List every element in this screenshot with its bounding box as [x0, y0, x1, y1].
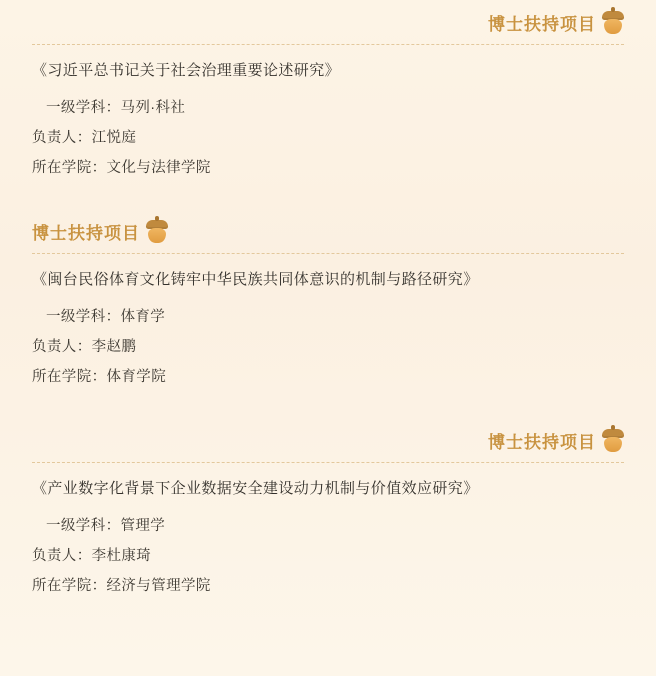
project-entry-3: [32, 418, 624, 601]
project-badge: [488, 10, 624, 35]
project-college: [32, 362, 624, 392]
divider: [32, 462, 624, 463]
project-discipline: [32, 302, 624, 332]
project-badge: [32, 219, 168, 244]
badge-row: [32, 0, 624, 44]
college-value: 文化与法律学院: [106, 160, 211, 176]
project-title: 《产业数字化背景下企业数据安全建设动力机制与价值效应研究》: [32, 480, 479, 497]
acorn-icon: [602, 428, 624, 452]
project-college: [32, 153, 624, 183]
acorn-icon: [602, 10, 624, 34]
discipline-label: 一级学科：: [46, 518, 121, 534]
leader-value: 李赵鹏: [91, 339, 137, 355]
college-label: 所在学院：: [32, 160, 107, 176]
divider: [32, 253, 624, 254]
spacer: [32, 392, 624, 418]
leader-value: 李杜康琦: [91, 548, 152, 564]
discipline-label: 一级学科：: [46, 309, 121, 325]
badge-row: [32, 418, 624, 462]
college-value: 经济与管理学院: [106, 578, 211, 594]
project-discipline: [32, 511, 624, 541]
project-leader: [32, 332, 624, 362]
project-title: 《习近平总书记关于社会治理重要论述研究》: [32, 62, 341, 79]
spacer: [32, 183, 624, 209]
college-label: 所在学院：: [32, 578, 107, 594]
badge-label: 博士扶持项目: [32, 223, 140, 243]
project-title: 《闽台民俗体育文化铸牢中华民族共同体意识的机制与路径研究》: [32, 271, 479, 288]
project-college: [32, 571, 624, 601]
project-badge: [488, 428, 624, 453]
leader-label: 负责人：: [32, 339, 92, 355]
college-value: 体育学院: [106, 369, 167, 385]
project-entry-1: [32, 0, 624, 183]
acorn-icon: [146, 219, 168, 243]
leader-label: 负责人：: [32, 548, 92, 564]
badge-label: 博士扶持项目: [488, 14, 596, 34]
discipline-value: 管理学: [120, 518, 166, 534]
discipline-value: 体育学: [120, 309, 166, 325]
college-label: 所在学院：: [32, 369, 107, 385]
discipline-label: 一级学科：: [46, 100, 121, 116]
divider: [32, 44, 624, 45]
leader-value: 江悦庭: [91, 130, 137, 146]
project-discipline: [32, 93, 624, 123]
badge-row: [32, 209, 624, 253]
project-leader: [32, 123, 624, 153]
project-leader: [32, 541, 624, 571]
discipline-value: 马列·科社: [120, 100, 186, 116]
badge-label: 博士扶持项目: [488, 432, 596, 452]
leader-label: 负责人：: [32, 130, 92, 146]
project-entry-2: [32, 209, 624, 392]
